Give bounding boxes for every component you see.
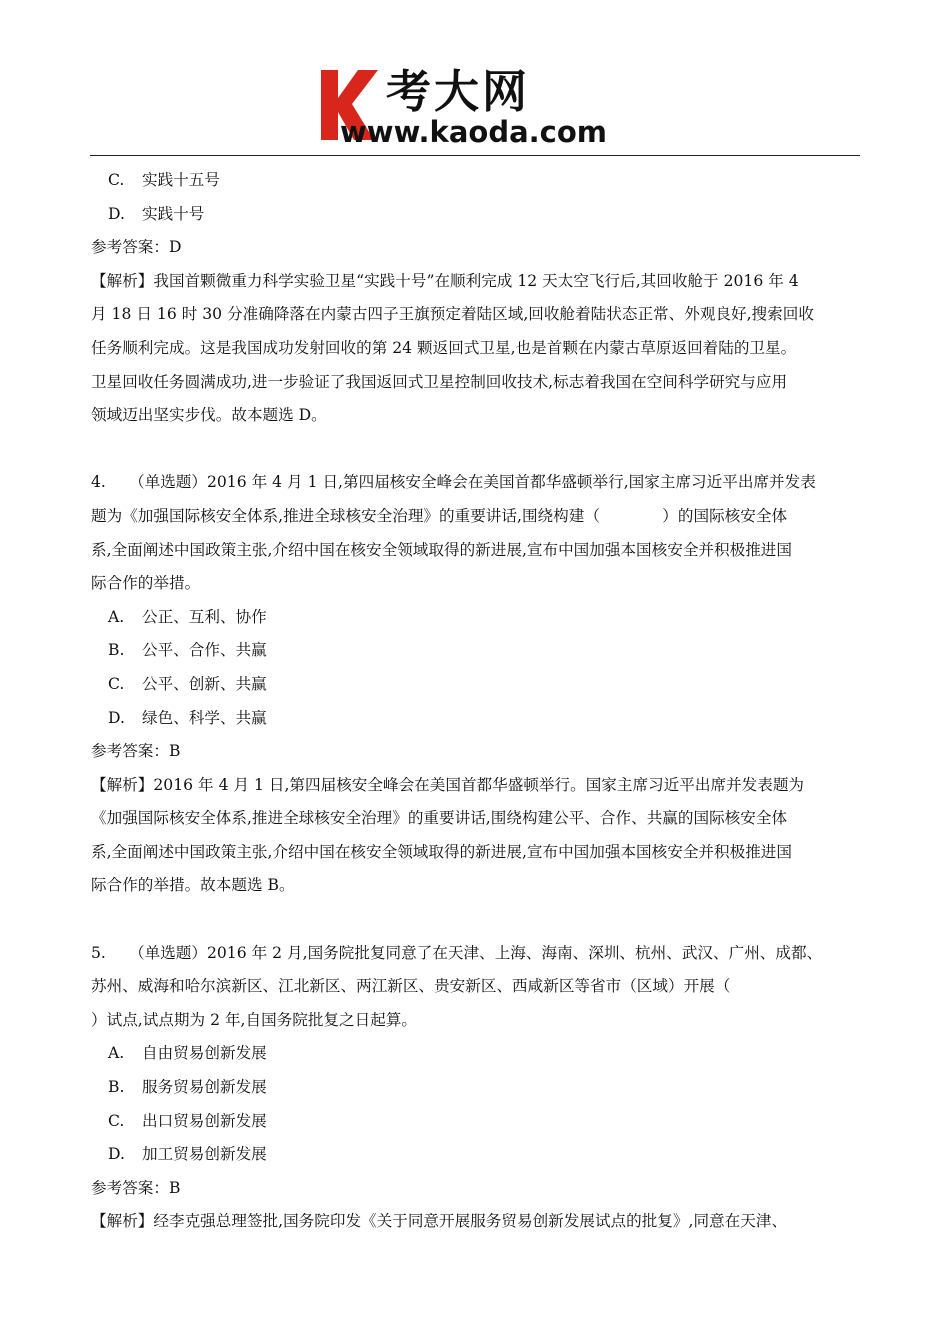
answer-q5: 参考答案：B xyxy=(91,1178,181,1197)
question-line: 系,全面阐述中国政策主张,介绍中国在核安全领域取得的新进展,宣布中国加强本国核安全并积极推进国 xyxy=(91,540,792,559)
paragraph-gap xyxy=(91,903,861,937)
logo-url: www.kaoda.com xyxy=(340,115,607,149)
explanation-line: 领域迈出坚实步伐。故本题选 D。 xyxy=(91,406,327,425)
option-b: B. 服务贸易创新发展 xyxy=(108,1078,267,1097)
question-line: 题为《加强国际核安全体系,推进全球核安全治理》的重要讲话,围绕构建（ ）的国际核安全体 xyxy=(91,506,788,525)
option-d: D. 加工贸易创新发展 xyxy=(108,1145,267,1164)
answer-q4: 参考答案：B xyxy=(91,742,181,761)
explanation-line: 任务顺利完成。这是我国成功发射回收的第 24 颗返回式卫星,也是首颗在内蒙古草原返回着陆的卫星。 xyxy=(91,338,797,357)
explanation-line: 卫星回收任务圆满成功,进一步验证了我国返回式卫星控制回收技术,标志着我国在空间科学研究与应用 xyxy=(91,372,788,391)
explanation-line: 【解析】2016 年 4 月 1 日,第四届核安全峰会在美国首都华盛顿举行。国家主席习近平出席并发表题为 xyxy=(91,775,805,794)
option-b: B. 公平、合作、共赢 xyxy=(108,641,267,660)
explanation-line: 月 18 日 16 时 30 分准确降落在内蒙古四子王旗预定着陆区域,回收舱着陆状态正常、外观良好,搜索回收 xyxy=(91,305,814,324)
logo-brand-text: 考大网 xyxy=(386,65,531,118)
option-c: C. 出口贸易创新发展 xyxy=(108,1111,267,1130)
page-header xyxy=(0,0,950,160)
option-c: C. 实践十五号 xyxy=(108,171,220,189)
paragraph-gap xyxy=(91,433,861,467)
explanation-line: 【解析】经李克强总理签批,国务院印发《关于同意开展服务贸易创新发展试点的批复》,同意在天津、 xyxy=(91,1212,788,1231)
question-number: 5. xyxy=(91,943,106,962)
question-5-stem: 5. （单选题）2016 年 2 月,国务院批复同意了在天津、上海、海南、深圳、杭州、武汉、广州、成都、 xyxy=(91,937,861,971)
explanation-line: 《加强国际核安全体系,推进全球核安全治理》的重要讲话,围绕构建公平、合作、共赢的国际核安全体 xyxy=(91,809,788,828)
question-number: 4. xyxy=(91,473,106,492)
option-d: D. 实践十号 xyxy=(108,204,205,223)
question-line: ）试点,试点期为 2 年,自国务院批复之日起算。 xyxy=(91,1010,418,1029)
option-c: C. 公平、创新、共赢 xyxy=(108,674,267,693)
explanation-line: 际合作的举措。故本题选 B。 xyxy=(91,876,295,895)
header-divider xyxy=(90,155,860,156)
option-a: A. 公正、互利、协作 xyxy=(108,607,267,626)
explanation-line: 系,全面阐述中国政策主张,介绍中国在核安全领域取得的新进展,宣布中国加强本国核安全并积极推进国 xyxy=(91,842,792,861)
document-body xyxy=(91,164,861,1239)
explanation-line: 【解析】我国首颗微重力科学实验卫星“实践十号”在顺利完成 12 天太空飞行后,其回收舱于 2016 年 4 xyxy=(91,271,799,290)
question-line: 苏州、威海和哈尔滨新区、江北新区、两江新区、贵安新区、西咸新区等省市（区域）开展（ xyxy=(91,977,731,996)
question-4-stem: 4. （单选题）2016 年 4 月 1 日,第四届核安全峰会在美国首都华盛顿举行,国家主席习近平出席并发表 xyxy=(91,466,861,500)
option-a: A. 自由贸易创新发展 xyxy=(108,1044,267,1063)
question-line: 际合作的举措。 xyxy=(91,574,201,593)
option-d: D. 绿色、科学、共赢 xyxy=(108,708,267,727)
answer-q3: 参考答案：D xyxy=(91,238,182,257)
